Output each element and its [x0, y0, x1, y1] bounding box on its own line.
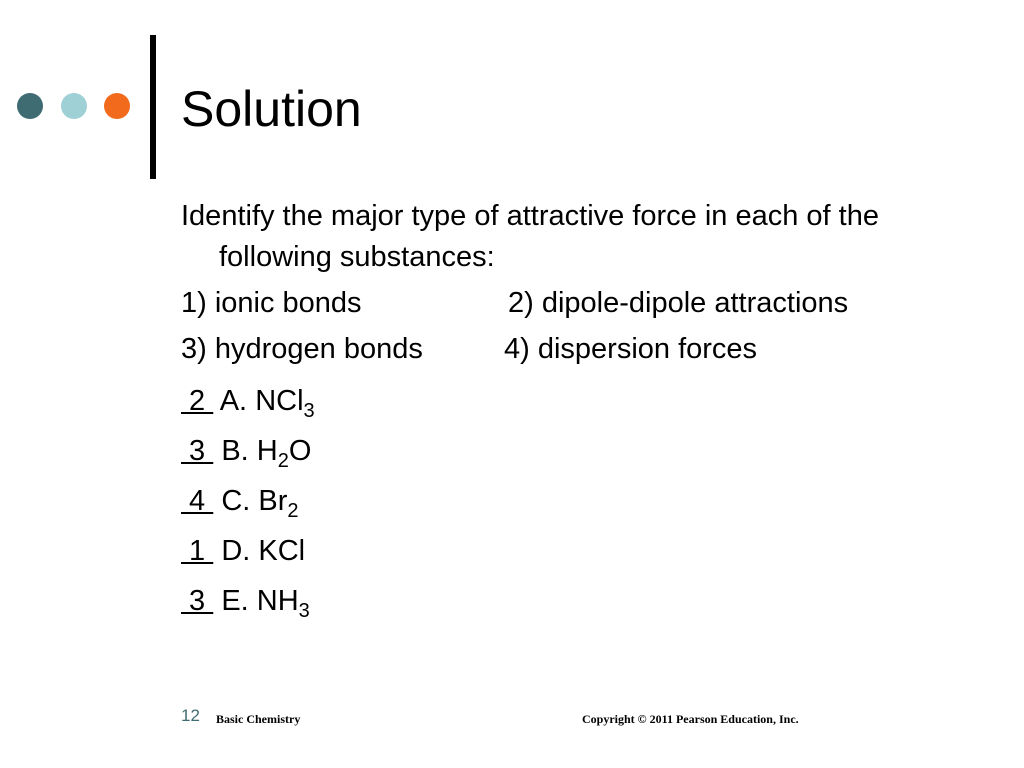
decorative-dot-teal [17, 93, 43, 119]
forces-row-1 [181, 280, 981, 326]
formula-base: H [256, 435, 278, 467]
decorative-dot-light-teal [61, 93, 87, 119]
force-option-ionic: 1) ionic bonds [181, 287, 362, 319]
footer-copyright: Copyright © 2011 Pearson Education, Inc. [582, 712, 799, 726]
answer-item-c [181, 476, 981, 526]
force-option-dipole: 2) dipole-dipole attractions [508, 287, 849, 319]
formula-subscript: 2 [277, 450, 289, 472]
decorative-dot-orange [104, 93, 130, 119]
answer-letter: A. [219, 385, 248, 417]
answer-letter: B. [221, 435, 249, 467]
intro-text: Identify the major type of attractive force in each of the following substances: [181, 200, 879, 273]
answer-blank: 2 [181, 385, 214, 417]
formula-subscript: 2 [287, 500, 299, 522]
formula-base: KCl [258, 535, 306, 567]
formula-base: NH [256, 585, 299, 617]
formula-subscript: 3 [298, 600, 310, 622]
force-option-dispersion: 4) dispersion forces [504, 333, 758, 365]
formula-base: NCl [255, 385, 304, 417]
answer-letter: D. [221, 535, 251, 567]
answer-blank: 3 [181, 435, 214, 467]
answer-blank: 4 [181, 485, 214, 517]
formula-base: Br [258, 485, 288, 517]
answer-item-e [181, 576, 981, 626]
chemical-formula [256, 435, 312, 472]
slide-number: 12 [181, 706, 200, 725]
answer-item-b [181, 426, 981, 476]
chemical-formula [258, 485, 299, 522]
slide-content [181, 196, 981, 626]
answer-item-d [181, 526, 981, 576]
answer-blank: 1 [181, 535, 214, 567]
title-divider-bar [150, 35, 156, 179]
formula-subscript: 3 [303, 400, 315, 422]
answer-letter: E. [221, 585, 249, 617]
answer-item-a [181, 376, 981, 426]
slide-title: Solution [181, 81, 362, 137]
chemical-formula [258, 535, 305, 567]
answer-blank: 3 [181, 585, 214, 617]
answer-list [181, 376, 981, 626]
force-option-hydrogen: 3) hydrogen bonds [181, 333, 423, 365]
forces-row-2 [181, 326, 981, 372]
chemical-formula [255, 385, 315, 422]
chemical-formula [256, 585, 310, 622]
formula-suffix: O [288, 435, 312, 467]
footer-course-title: Basic Chemistry [216, 712, 301, 726]
answer-letter: C. [221, 485, 251, 517]
